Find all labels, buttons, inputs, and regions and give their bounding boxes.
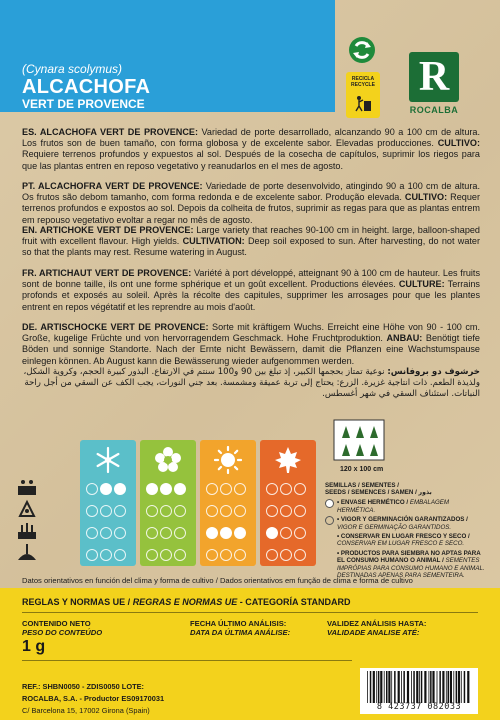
barcode-bar — [413, 671, 415, 703]
calendar-dot — [114, 549, 126, 561]
legend-italic: EMBALAGEM HERMÉTICA. — [337, 499, 450, 514]
winter-column — [80, 440, 136, 566]
seed-legend — [325, 482, 485, 581]
calendar-dot — [206, 505, 218, 517]
sow-in-tray-icon — [16, 476, 38, 498]
barcode-bar — [391, 671, 392, 703]
legend-item — [325, 533, 485, 547]
barcode-bar — [394, 671, 396, 703]
footer-panel — [0, 588, 500, 720]
desc-key: CULTIVO: — [437, 138, 480, 149]
calendar-dot — [86, 483, 98, 495]
calendar-dot — [234, 483, 246, 495]
autumn-column — [260, 440, 316, 566]
barcode-bar — [380, 671, 382, 703]
barcode-bar — [442, 671, 444, 703]
recycle-badge — [346, 72, 380, 118]
desc-body: Variedade de porte desenvolvido, atingindo 90 a 100 cm de altura. Os frutos são debom tamanho, com forma redonda e de excelente sabor. Produção elevada. — [22, 181, 480, 203]
calendar-dot — [280, 549, 292, 561]
calendar-dot — [280, 527, 292, 539]
spring-column — [140, 440, 196, 566]
maple-leaf-icon — [274, 446, 302, 474]
legend-item — [325, 516, 485, 530]
company-line: ROCALBA, S.A. - Productor ES09170031 — [22, 694, 165, 703]
barcode-bar — [450, 671, 452, 703]
barcode-bar — [437, 671, 438, 703]
legend-italic: CONSERVAR EM LUGAR FRESCO E SECO. — [337, 540, 465, 548]
summer-dots — [205, 482, 253, 570]
content-label-es: CONTENIDO NETO — [22, 619, 91, 628]
legend-heading — [325, 482, 485, 496]
calendar-dot — [220, 505, 232, 517]
spring-dots — [145, 482, 193, 570]
barcode-bar — [403, 671, 405, 703]
calendar-dot — [160, 505, 172, 517]
desc-key: CULTURE: — [398, 279, 445, 290]
legend-bold: • ENVASE HERMÉTICO / — [337, 499, 409, 507]
calendar-dot — [234, 505, 246, 517]
legend-item — [325, 550, 485, 579]
validity-label-pt: VALIDADE ANALISE ATÉ: — [327, 628, 420, 637]
desc-body: Requer terrenos profundos e expostos ao sol. Depois da colheita de frutos, suprimir as regas para que as plantas entrem em repouso vegetativo evoltar a regar no mês de agosto. — [22, 192, 480, 225]
calendar-dot — [220, 527, 232, 539]
barcode-bar — [430, 671, 432, 703]
desc-key: CULTIVO: — [404, 192, 448, 203]
calendar-dot — [206, 527, 218, 539]
barcode-bar — [432, 671, 434, 703]
calendar-dot — [146, 483, 158, 495]
calendar-dot — [266, 549, 278, 561]
desc-body: Variedad de porte desarrollado, alcanzando 90 a 100 cm de altura. Los frutos son de buen tamaño, con forma globosa y de excelente sabor. Elevadas producciones. — [22, 127, 481, 149]
barcode-bar — [407, 671, 409, 703]
description-es — [22, 127, 480, 172]
plant-spacing — [330, 418, 390, 474]
barcode-bar — [416, 671, 418, 703]
barcode-bar — [370, 671, 372, 703]
flower-icon — [154, 446, 182, 474]
calendar-dot — [234, 549, 246, 561]
description-de — [22, 322, 480, 367]
barcode-bar — [453, 671, 454, 703]
legend-bold: • VIGOR Y GERMINACIÓN GARANTIZADOS / — [337, 516, 468, 524]
net-weight: 1 g — [22, 638, 46, 655]
desc-body: Deep soil exposed to sun. After harvesting, do not water so that the plants may rest. Resume watering in August. — [22, 236, 480, 258]
calendar-dot — [174, 483, 186, 495]
divider — [22, 612, 478, 613]
direct-sow-icon — [16, 498, 38, 520]
calendar-dot — [294, 549, 306, 561]
calendar-dot — [100, 549, 112, 561]
barcode-bar — [421, 671, 423, 703]
harvest-icon — [16, 542, 38, 564]
description-en — [22, 225, 480, 259]
calendar-dot — [174, 549, 186, 561]
snowflake-icon — [94, 446, 122, 474]
analysis-label-es: FECHA ÚLTIMO ANÁLISIS: — [190, 619, 287, 628]
calendar-dot — [280, 505, 292, 517]
desc-head: خرشوف دو بروفانس: — [387, 367, 480, 377]
content-label — [22, 619, 102, 637]
calendar-dot — [114, 505, 126, 517]
calendar-dot — [206, 483, 218, 495]
logo-mark — [409, 52, 459, 102]
recycle-bin-icon — [354, 94, 372, 112]
barcode-bar — [388, 671, 390, 703]
legend-swatch — [325, 516, 334, 525]
legend-bold: • CONSERVAR EN LUGAR FRESCO Y SECO / — [337, 533, 470, 541]
title-box — [0, 0, 335, 112]
calendar-dot — [266, 483, 278, 495]
scientific-name: (Cynara scolymus) — [22, 62, 123, 76]
description-pt — [22, 181, 480, 226]
calendar-dot — [100, 505, 112, 517]
barcode-number: 8 423737 082033 — [376, 702, 462, 712]
summer-column — [200, 440, 256, 566]
desc-head: ES. ALCACHOFA VERT DE PROVENCE: — [22, 127, 199, 137]
calendar-dot — [86, 549, 98, 561]
calendar-dot — [100, 527, 112, 539]
legend-heading-line1: SEMILLAS / SEMENTES / — [325, 482, 399, 489]
green-dot-icon — [348, 36, 376, 64]
content-label-pt: PESO DO CONTEÚDO — [22, 628, 103, 637]
calendar-dot — [146, 505, 158, 517]
transplant-icon — [16, 520, 38, 542]
barcode — [360, 668, 478, 714]
variety-name: VERT DE PROVENCE — [22, 97, 145, 111]
calendar-dot — [206, 549, 218, 561]
barcode-bar — [439, 671, 441, 703]
barcode-bar — [378, 671, 380, 703]
calendar-dot — [220, 549, 232, 561]
logo-wordmark: ROCALBA — [409, 105, 459, 115]
plant-spacing-icon — [330, 418, 390, 464]
calendar-dot — [220, 483, 232, 495]
barcode-bar — [398, 671, 400, 703]
desc-body: Requiere terrenos profundos y expuestos al sol. Después de la cosecha de capítulos, suprimir los riegos para que las plantas entren en reposo vegetativo y reanudarlos en el mes de agosto. — [22, 149, 480, 171]
barcode-bar — [386, 671, 388, 703]
autumn-dots — [265, 482, 313, 570]
reference-lot: REF.: SHBN0050 - ZDIS0050 LOTE: — [22, 682, 144, 691]
spacing-label: 120 x 100 cm — [340, 466, 384, 473]
barcode-bar — [373, 671, 375, 703]
desc-body: Benötigt tiefe Böden und sonnige Standorte. Nach der Ernte nicht Bewässern, damit die Pflanzen eine Wachstumspause einlegen können. Ab August kann die Bewässerung wieder aufgenommen werden. — [22, 333, 480, 366]
barcode-bar — [384, 671, 385, 703]
legend-italic: SEMENTES IMPRÓPIAS PARA CONSUMO HUMANO E ANIMAL. DESTINADAS APENAS PARA SEMENTEIRA. — [337, 557, 485, 579]
calendar-dot — [86, 527, 98, 539]
legend-swatch — [325, 499, 334, 508]
barcode-bar — [424, 671, 426, 703]
barcode-bar — [401, 671, 402, 703]
barcode-bar — [467, 671, 469, 703]
calendar-dot — [160, 527, 172, 539]
desc-body: Sorte mit kräftigem Wuchs. Erreicht eine Höhe von 90 - 100 cm. Große, kugelige Früchte und von hervorragendem Geschmack. Hohe Fruchtproduktion. — [22, 322, 480, 344]
description-fr — [22, 268, 480, 313]
calendar-dot — [146, 527, 158, 539]
calendar-dot — [146, 549, 158, 561]
calendar-dot — [114, 527, 126, 539]
divider — [22, 660, 352, 661]
calendar-dot — [280, 483, 292, 495]
barcode-bar — [419, 671, 420, 703]
rocalba-logo — [398, 52, 470, 118]
calendar-dot — [266, 527, 278, 539]
desc-body: Terrains profonds et exposés au soleil. Après la récolte des capitules, supprimer les arrosages pour que les plantes entrent en repos végétatif et les reprendre au mois d'août. — [22, 279, 480, 312]
rules-category: - CATEGORÍA STANDARD — [237, 597, 351, 607]
calendar-dot — [100, 483, 112, 495]
legend-bold: • PRODUCTOS PARA SIEMBRA NO APTAS PARA EL CONSUMO HUMANO O ANIMAL / — [337, 550, 481, 565]
legend-heading-line2: SEEDS / SEMENCES / SAMEN / — [325, 489, 417, 497]
barcode-bar — [367, 671, 368, 703]
legend-heading-ar: بذور — [418, 489, 432, 497]
desc-key: CULTIVATION: — [182, 236, 245, 247]
rules-pt: REGRAS E NORMAS UE — [132, 597, 238, 607]
description-ar — [22, 367, 480, 401]
calendar-dot — [86, 505, 98, 517]
orientation-note: Datos orientativos en función del clima y forma de cultivo / Dados orientativos em função de clima e forma de cultivo — [22, 576, 413, 585]
calendar-dot — [234, 527, 246, 539]
desc-body: Variété à port développé, atteignant 90 à 100 cm de hauteur. Les fruits sont de bonne taille, ils ont une forme sphérique et un goût excellent. Productions élevées. — [22, 268, 480, 290]
calendar-dot — [294, 483, 306, 495]
barcode-bar — [456, 671, 458, 703]
desc-key: ANBAU: — [386, 333, 423, 344]
barcode-bars — [366, 671, 472, 703]
company-address: C/ Barcelona 15, 17002 Girona (Spain) — [22, 706, 150, 715]
validity-label — [327, 619, 426, 637]
desc-body: نوعية تمتاز بحجمها الكبير، إذ تبلغ بين 90 و100 سنتم في الارتفاع. البذور كبيرة الحجم، وكروية الشكل، ولذيذة الطعم. ذات انتاجية غزيرة. الزرع: يحتاج إلى تربة عميقة ومشمسة. بعد جني النورات، يجب الكف عن السقي من أجل راحة النباتات. استئناف السقي في شهر أغسطس. — [23, 367, 480, 400]
calendar-dot — [174, 527, 186, 539]
product-name: ALCACHOFA — [22, 76, 151, 98]
eu-rules-heading — [22, 597, 351, 607]
desc-body: Large variety that reaches 90-100 cm in height. large, balloon-shaped fruit with excellent flavour. High yields. — [22, 225, 480, 247]
validity-label-es: VALIDEZ ANÁLISIS HASTA: — [327, 619, 427, 628]
legend-item — [325, 499, 485, 513]
calendar-dot — [266, 505, 278, 517]
calendar-dot — [294, 505, 306, 517]
barcode-bar — [429, 671, 430, 703]
barcode-bar — [446, 671, 447, 703]
recycle-label: RECICLA RECYCLE — [351, 76, 375, 88]
barcode-bar — [458, 671, 460, 703]
desc-head: DE. ARTISCHOCKE VERT DE PROVENCE: — [22, 322, 209, 332]
calendar-dot — [114, 483, 126, 495]
barcode-bar — [411, 671, 412, 703]
barcode-bar — [376, 671, 377, 703]
barcode-bar — [448, 671, 450, 703]
desc-head: FR. ARTICHAUT VERT DE PROVENCE: — [22, 268, 192, 278]
logo-initial: R — [418, 54, 450, 100]
analysis-date-label — [190, 619, 290, 637]
calendar-dot — [174, 505, 186, 517]
desc-head: PT. ALCACHOFRA VERT DE PROVENCE: — [22, 181, 203, 191]
desc-head: EN. ARTICHOKE VERT DE PROVENCE: — [22, 225, 194, 235]
legend-italic: VIGOR E GERMINAÇÃO GARANTIDOS. — [337, 523, 452, 531]
rules-es: REGLAS Y NORMAS UE / — [22, 597, 133, 607]
winter-dots — [85, 482, 133, 570]
barcode-bar — [464, 671, 466, 703]
sun-icon — [214, 446, 242, 474]
calendar-dot — [160, 549, 172, 561]
sowing-calendar — [18, 440, 318, 566]
analysis-label-pt: DATA DA ÚLTIMA ANÁLISE: — [190, 628, 291, 637]
barcode-bar — [461, 671, 462, 703]
calendar-dot — [160, 483, 172, 495]
calendar-dot — [294, 527, 306, 539]
